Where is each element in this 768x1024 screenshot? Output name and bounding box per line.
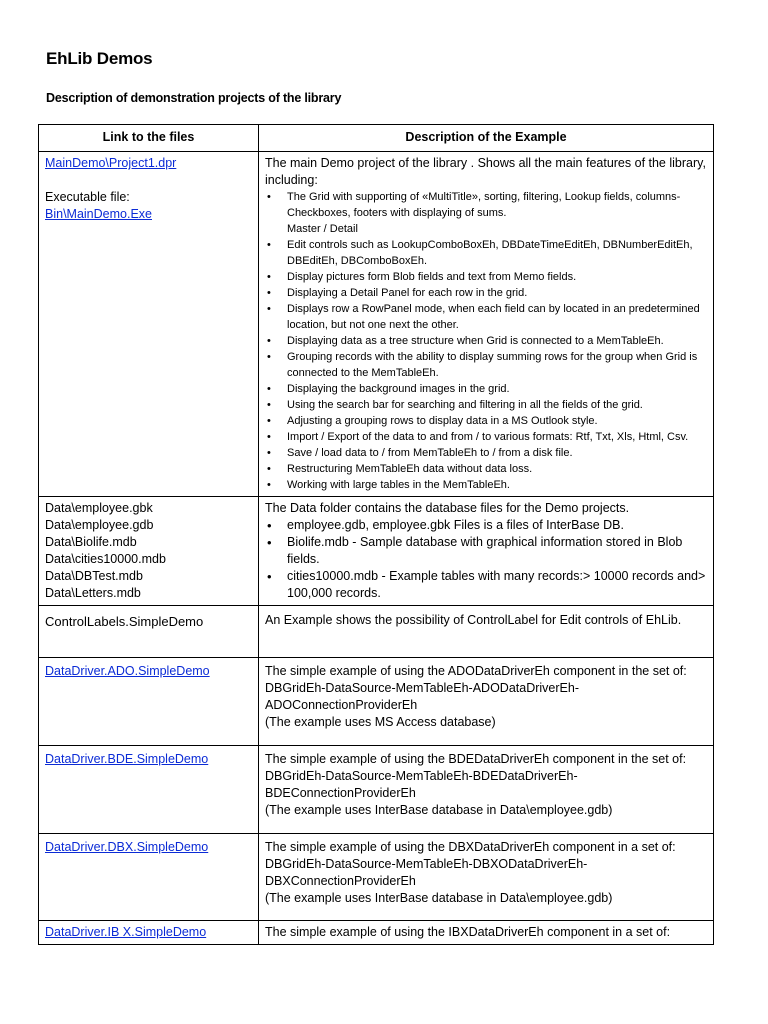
desc-line: The simple example of using the BDEDataDriverEh component in the set of:: [265, 752, 687, 766]
data-file: Data\employee.gdb: [45, 518, 154, 532]
list-item: • Displays row a RowPanel mode, when each field can by located in an predetermined location, but not one next the other.: [287, 301, 707, 333]
desc-line: DBGridEh-DataSource-MemTableEh-DBXODataDriverEh-: [265, 857, 588, 871]
list-item: • Edit controls such as LookupComboBoxEh, DBDateTimeEditEh, DBNumberEditEh, DBEditEh, DBComboBoxEh.: [287, 237, 707, 269]
row-intro: The Data folder contains the database files for the Demo projects.: [265, 501, 630, 515]
demo-table: [38, 124, 714, 945]
header-link-to-files: Link to the files: [39, 125, 259, 152]
maindemo-exe-link[interactable]: Bin\MainDemo.Exe: [45, 207, 152, 221]
row-description-cell: [259, 834, 714, 921]
table-row: [39, 152, 714, 497]
table-row: [39, 834, 714, 921]
desc-line: (The example uses MS Access database): [265, 715, 496, 729]
list-item: • Displaying data as a tree structure when Grid is connected to a MemTableEh.: [287, 333, 707, 349]
feature-list: [265, 189, 707, 493]
maindemo-project-link[interactable]: MainDemo\Project1.dpr: [45, 156, 177, 170]
list-item: • The Grid with supporting of «MultiTitle», sorting, filtering, Lookup fields, columns-Checkboxes, footers with displaying of sums.: [287, 189, 707, 221]
row-description-cell: [259, 606, 714, 658]
data-file: Data\Letters.mdb: [45, 586, 141, 600]
list-item-continuation: Master / Detail: [287, 223, 358, 235]
bde-demo-link[interactable]: DataDriver.BDE.SimpleDemo: [45, 752, 209, 766]
desc-line: BDEConnectionProviderEh: [265, 786, 416, 800]
table-row: [39, 606, 714, 658]
table-row: [39, 921, 714, 945]
controllabels-name: ControlLabels.SimpleDemo: [45, 614, 204, 629]
data-file: Data\Biolife.mdb: [45, 535, 137, 549]
list-item: • Adjusting a grouping rows to display data in a MS Outlook style.: [287, 413, 707, 429]
dbx-demo-link[interactable]: DataDriver.DBX.SimpleDemo: [45, 840, 209, 854]
row-files-cell: [39, 497, 259, 606]
desc-line: DBGridEh-DataSource-MemTableEh-ADODataDriverEh-: [265, 681, 579, 695]
list-item: • Biolife.mdb - Sample database with graphical information stored in Blob fields.: [287, 534, 707, 568]
list-item: • Import / Export of the data to and from / to various formats: Rtf, Txt, Xls, Html, Csv.: [287, 429, 707, 445]
desc-line: The simple example of using the ADODataDriverEh component in the set of:: [265, 664, 687, 678]
desc-line: DBGridEh-DataSource-MemTableEh-BDEDataDriverEh-: [265, 769, 578, 783]
row-files-cell: [39, 606, 259, 658]
page-subtitle: Description of demonstration projects of the library: [46, 91, 342, 105]
list-item: • employee.gdb, employee.gbk Files is a files of InterBase DB.: [287, 517, 707, 534]
desc-line: The simple example of using the IBXDataDriverEh component in a set of:: [265, 925, 671, 939]
list-item: • Displaying a Detail Panel for each row in the grid.: [287, 285, 707, 301]
row-files-cell: [39, 921, 259, 945]
row-description-cell: [259, 921, 714, 945]
table-row: [39, 497, 714, 606]
executable-label: Executable file:: [45, 190, 130, 204]
list-item: • Using the search bar for searching and filtering in all the fields of the grid.: [287, 397, 707, 413]
ado-demo-link[interactable]: DataDriver.ADO.SimpleDemo: [45, 664, 210, 678]
table-row: [39, 658, 714, 746]
row-intro: The main Demo project of the library . Shows all the main features of the library, including:: [265, 156, 706, 187]
controllabels-desc: An Example shows the possibility of ControlLabel for Edit controls of EhLib.: [265, 613, 682, 627]
desc-line: The simple example of using the DBXDataDriverEh component in a set of:: [265, 840, 676, 854]
desc-line: ADOConnectionProviderEh: [265, 698, 418, 712]
list-item: • Working with large tables in the MemTableEh.: [287, 477, 707, 493]
row-files-cell: [39, 152, 259, 497]
row-description-cell: [259, 746, 714, 834]
table-row: [39, 746, 714, 834]
data-file: Data\cities10000.mdb: [45, 552, 166, 566]
list-item: • Display pictures form Blob fields and text from Memo fields.: [287, 269, 707, 285]
page-title: EhLib Demos: [46, 49, 153, 68]
desc-line: (The example uses InterBase database in Data\employee.gdb): [265, 891, 613, 905]
list-item: • Restructuring MemTableEh data without data loss.: [287, 461, 707, 477]
row-files-cell: [39, 658, 259, 746]
row-files-cell: [39, 834, 259, 921]
header-description: Description of the Example: [259, 125, 714, 152]
table-header-row: [39, 125, 714, 152]
row-files-cell: [39, 746, 259, 834]
list-item: • cities10000.mdb - Example tables with many records:> 10000 records and> 100,000 records.: [287, 568, 707, 602]
data-file: Data\DBTest.mdb: [45, 569, 143, 583]
desc-line: DBXConnectionProviderEh: [265, 874, 416, 888]
list-item: • Save / load data to / from MemTableEh to / from a disk file.: [287, 445, 707, 461]
data-file-list: [265, 517, 707, 602]
desc-line: (The example uses InterBase database in Data\employee.gdb): [265, 803, 613, 817]
list-item: • Displaying the background images in the grid.: [287, 381, 707, 397]
row-description-cell: [259, 658, 714, 746]
ibx-demo-link[interactable]: DataDriver.IB X.SimpleDemo: [45, 925, 207, 939]
data-file: Data\employee.gbk: [45, 501, 153, 515]
row-description-cell: [259, 497, 714, 606]
list-item: • Grouping records with the ability to display summing rows for the group when Grid is connected to the MemTableEh.: [287, 349, 707, 381]
row-description-cell: [259, 152, 714, 497]
